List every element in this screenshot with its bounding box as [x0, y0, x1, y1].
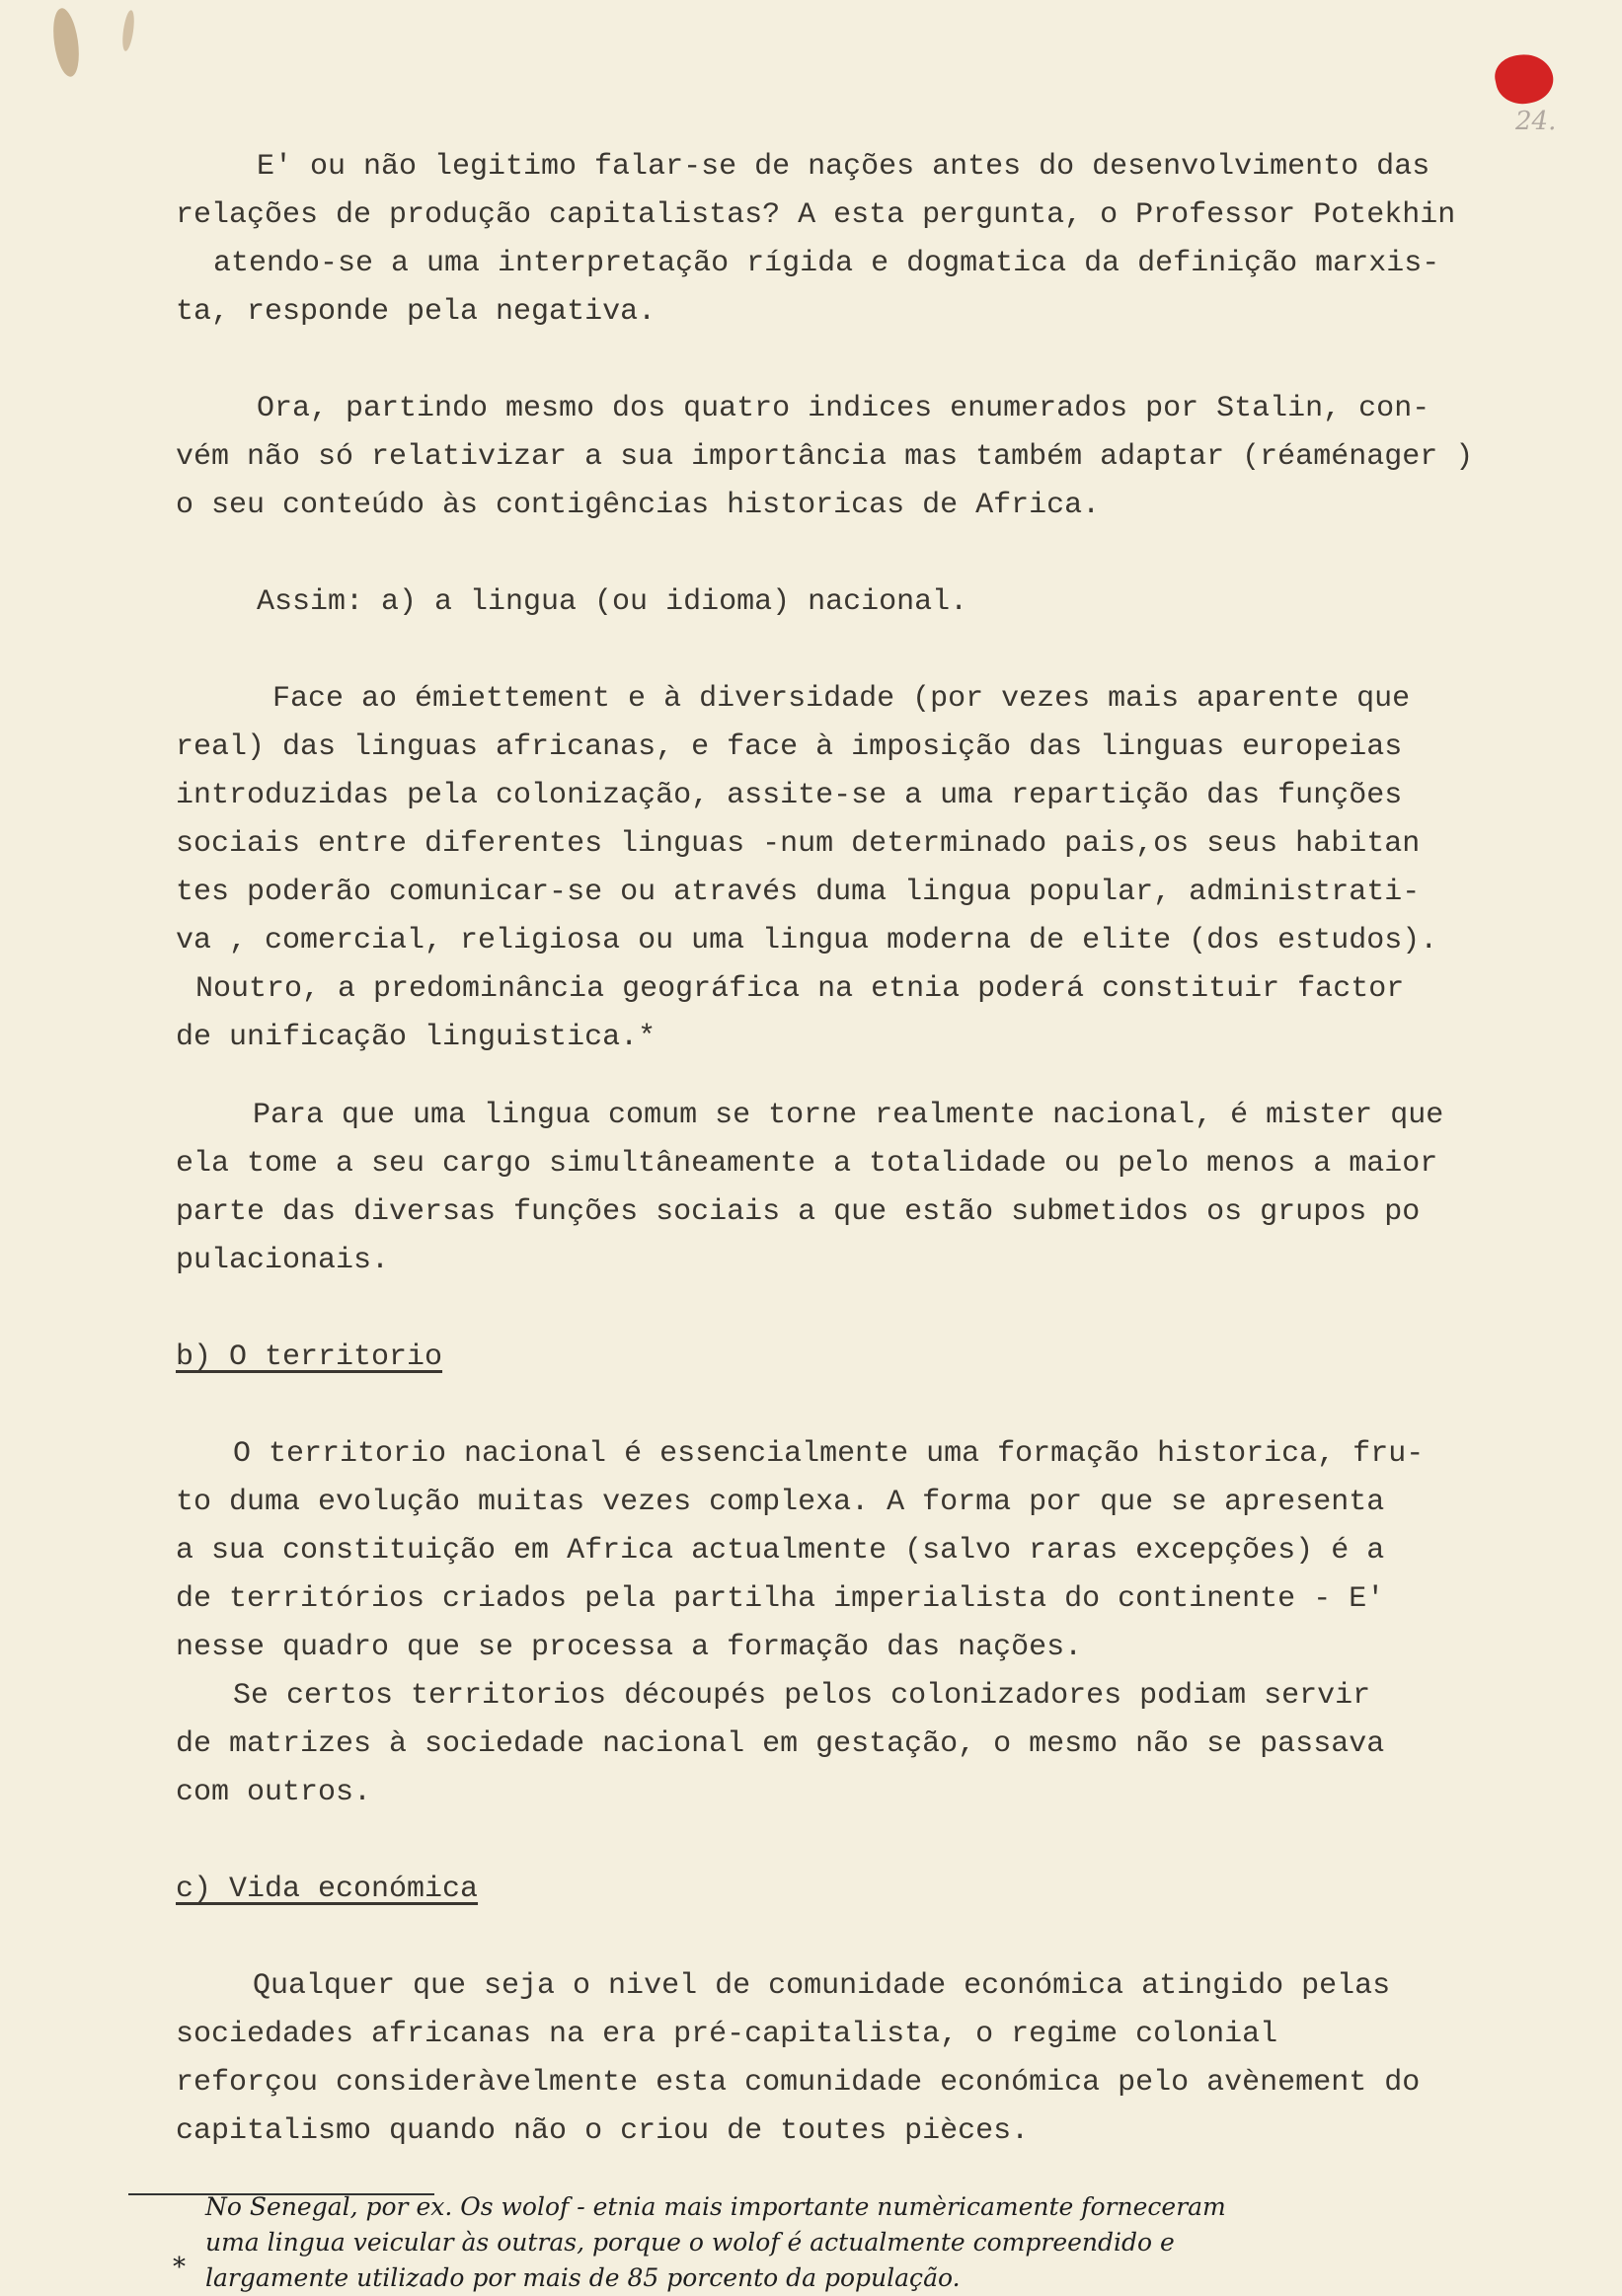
red-ink-mark: [1491, 49, 1557, 110]
text-line: ta, responde pela negativa.: [176, 295, 657, 329]
text-line: sociais entre diferentes linguas -num determinado pais,os seus habitan: [176, 827, 1421, 861]
body-text: [176, 143, 1553, 2156]
text-line: de unificação linguistica.*: [176, 1021, 657, 1054]
text-line: O territorio nacional é essencialmente uma formação historica, fru-: [233, 1437, 1425, 1471]
handwritten-footnote: [176, 2189, 1528, 2296]
text-line: b) O territorio: [176, 1340, 443, 1374]
text-line: capitalismo quando não o criou de toutes pièces.: [176, 2114, 1030, 2148]
paper-stain: [120, 10, 136, 52]
paragraph: [176, 385, 1553, 530]
text-line: tes poderão comunicar-se ou através duma lingua popular, administrati-: [176, 876, 1421, 909]
footnote-line: uma lingua veicular às outras, porque o wolof é actualmente compreendido e: [205, 2228, 1175, 2257]
text-line: c) Vida económica: [176, 1873, 479, 1906]
text-line: sociedades africanas na era pré-capitalista, o regime colonial: [176, 2018, 1278, 2051]
text-line: ela tome a seu cargo simultâneamente a totalidade ou pelo menos a maior: [176, 1147, 1438, 1181]
text-line: Assim: a) a lingua (ou idioma) nacional.: [257, 585, 968, 619]
text-line: de matrizes à sociedade nacional em gestação, o mesmo não se passava: [176, 1727, 1385, 1761]
text-line: relações de produção capitalistas? A esta pergunta, o Professor Potekhin: [176, 198, 1456, 232]
footnote-line: largamente utilizado por mais de 85 porcento da população.: [205, 2263, 961, 2292]
text-line: pulacionais.: [176, 1244, 390, 1277]
section-heading-c: [176, 1866, 1553, 1914]
paragraph: [176, 675, 1553, 1062]
footnote-marker: *: [173, 2253, 186, 2282]
text-line: real) das linguas africanas, e face à imposição das linguas europeias: [176, 730, 1403, 764]
text-line: to duma evolução muitas vezes complexa. A forma por que se apresenta: [176, 1486, 1385, 1519]
text-line: Para que uma lingua comum se torne realmente nacional, é mister que: [253, 1099, 1444, 1132]
text-line: E' ou não legitimo falar-se de nações antes do desenvolvimento das: [257, 150, 1430, 184]
page-number: 24.: [1515, 107, 1557, 136]
footnote-line: No Senegal, por ex. Os wolof - etnia mais importante numèricamente forneceram: [205, 2192, 1226, 2221]
text-line: parte das diversas funções sociais a que estão submetidos os grupos po: [176, 1195, 1421, 1229]
text-line: va , comercial, religiosa ou uma lingua moderna de elite (dos estudos).: [176, 924, 1438, 957]
text-line: o seu conteúdo às contigências historicas de Africa.: [176, 489, 1101, 522]
paragraph: [176, 1962, 1553, 2156]
text-line: introduzidas pela colonização, assite-se a uma repartição das funções: [176, 779, 1403, 812]
paper-stain: [49, 7, 83, 79]
paragraph: [176, 143, 1553, 337]
text-line: atendo-se a uma interpretação rígida e dogmatica da definição marxis-: [213, 247, 1440, 280]
text-line: nesse quadro que se processa a formação das nações.: [176, 1631, 1083, 1664]
text-line: Noutro, a predominância geográfica na etnia poderá constituir factor: [195, 972, 1405, 1006]
section-heading-a: [176, 578, 1553, 627]
text-line: reforçou consideràvelmente esta comunidade económica pelo avènement do: [176, 2066, 1421, 2100]
text-line: a sua constituição em Africa actualmente (salvo raras excepções) é a: [176, 1534, 1385, 1568]
text-line: Qualquer que seja o nivel de comunidade económica atingido pelas: [253, 1969, 1391, 2003]
paragraph: [176, 1092, 1553, 1285]
text-line: vém não só relativizar a sua importância mas também adaptar (réaménager ): [176, 440, 1474, 474]
paragraph: [176, 1430, 1553, 1817]
section-heading-b: [176, 1334, 1553, 1382]
text-line: de territórios criados pela partilha imperialista do continente - E': [176, 1582, 1385, 1616]
text-line: Face ao émiettement e à diversidade (por vezes mais aparente que: [272, 682, 1411, 716]
text-line: com outros.: [176, 1776, 372, 1809]
text-line: Ora, partindo mesmo dos quatro indices enumerados por Stalin, con-: [257, 392, 1430, 425]
text-line: Se certos territorios découpés pelos colonizadores podiam servir: [233, 1679, 1371, 1713]
